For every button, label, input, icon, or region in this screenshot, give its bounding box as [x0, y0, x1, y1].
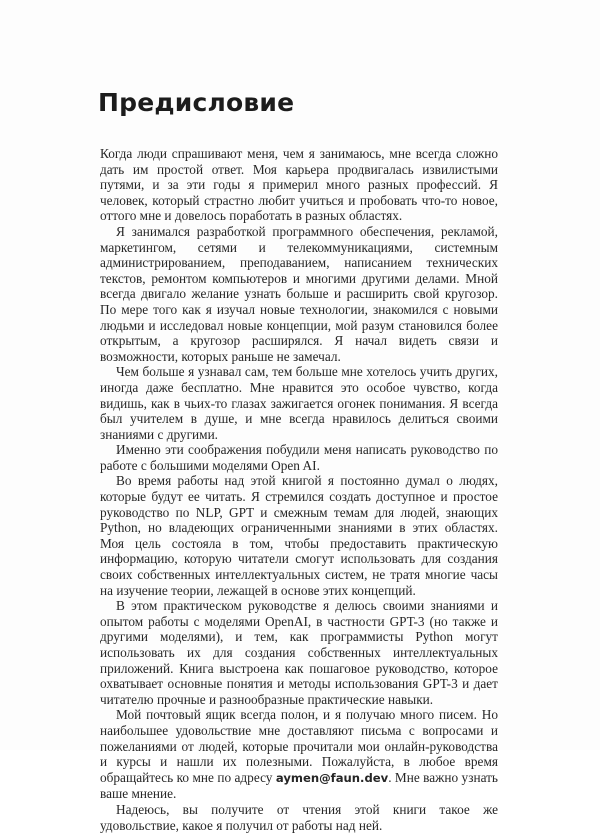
- paragraph-1: Когда люди спрашивают меня, чем я занимаюсь, мне всегда сложно дать им простой ответ. Моя карьера продвигалась извилистыми путями, и за эти годы я примерил много разных профессий. Я человек, который страстно любит учиться и пробовать что-то новое, оттого мне и довелось поработать в разных областях.: [100, 146, 498, 224]
- paragraph-2: Я занимался разработкой программного обеспечения, рекламой, маркетингом, сетями и телекоммуникациями, системным администрированием, преподаванием, написанием технических текстов, ремонтом компьютеров и многими другими делами. Мной всегда двигало желание узнать больше и расширить свой кругозор. По мере того как я изучал новые технологии, знакомился с новыми людьми и исследовал новые концепции, мой разум становился более открытым, а кругозор расширялся. Я начал видеть связи и возможности, которых раньше не замечал.: [100, 223, 498, 364]
- paragraph-3: Чем больше я узнавал сам, тем больше мне хотелось учить других, иногда даже бесплатно. Мне нравится это особое чувство, когда видишь, как в чьих-то глазах зажигается огонек понимания. Я всегда был учителем в душе, и мне всегда нравилось делиться своими знаниями с другими.: [100, 364, 498, 442]
- email-address: aymen@faun.dev: [275, 770, 389, 785]
- paragraph-6: В этом практическом руководстве я делюсь своими знаниями и опытом работы с моделями OpenAI, в частности GPT-3 (но также и другими моделями), и тем, как программисты Python могут использовать их для создания собственных интеллектуальных приложений. Книга выстроена как пошаговое руководство, которое охватывает основные понятия и методы использования GPT-3 и дает читателю прочные и разнообразные практические навыки.: [100, 598, 498, 707]
- mail-text-after: . Мне важно узнать ваше мнение.: [100, 769, 499, 802]
- mail-text-before: Мой почтовый ящик всегда полон, и я получаю много писем. Но наибольшее удовольствие мне доставляют письма с вопросами и пожеланиями от людей, которые прочитали мои онлайн-руководства и курсы и нашли их полезными. Пожалуйста, в любое время обращайтесь ко мне по адресу: [100, 707, 498, 785]
- paragraph-5: Во время работы над этой книгой я постоянно думал о людях, которые будут ее читать. Я стремился создать доступное и простое руководство по NLP, GPT и смежным темам для людей, знающих Python, но владеющих ограниченными знаниями в этих областях. Моя цель состояла в том, чтобы предоставить практическую информацию, которую читатели смогут использовать для создания своих собственных интеллектуальных систем, не тратя многие часы на изучение теории, лежащей в основе этих концепций.: [100, 473, 498, 598]
- paragraph-4: Именно эти соображения побудили меня написать руководство по работе с большими моделями Open AI.: [100, 442, 498, 473]
- paragraph-mail: [100, 707, 498, 802]
- paragraph-closing: Надеюсь, вы получите от чтения этой книги такое же удовольствие, какое я получил от работы над ней.: [100, 801, 498, 833]
- page-title: Предисловие: [98, 88, 295, 117]
- body-text: [100, 146, 498, 833]
